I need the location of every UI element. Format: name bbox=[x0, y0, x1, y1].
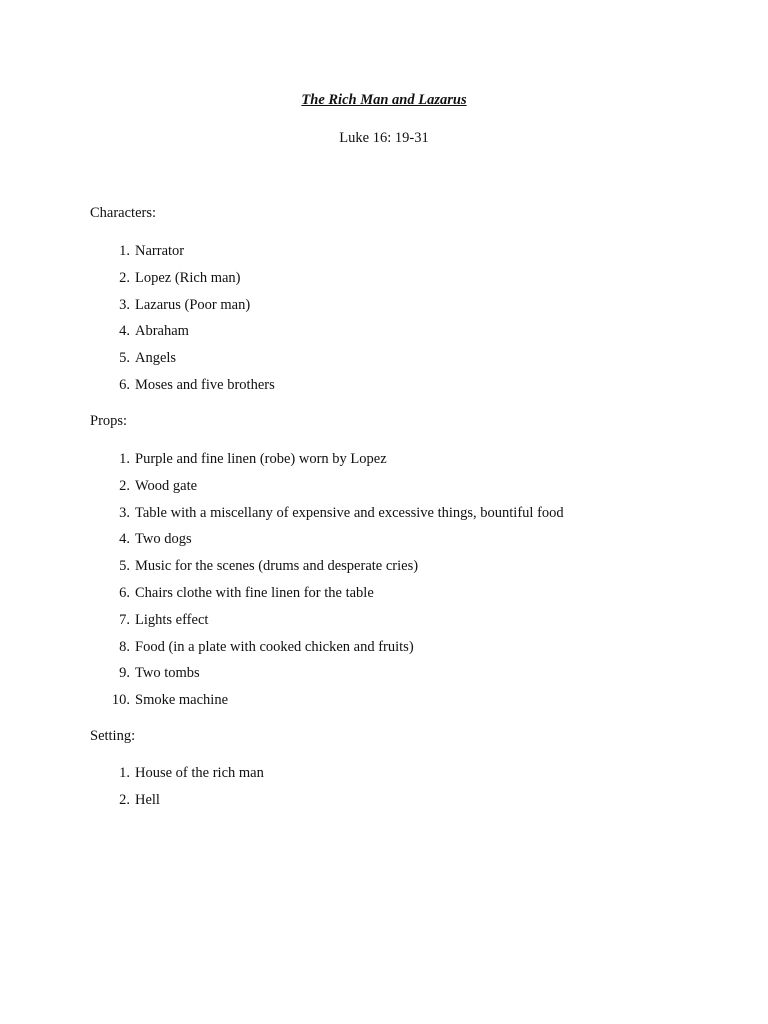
list-item-text: Abraham bbox=[135, 323, 189, 340]
list-item-number: 1. bbox=[119, 765, 130, 781]
list-item-number: 2. bbox=[119, 269, 130, 286]
list-item-number: 6. bbox=[119, 584, 130, 601]
section-heading-props: Props: bbox=[90, 413, 128, 429]
list-item-text: Table with a miscellany of expensive and excessive things, bountiful food bbox=[135, 504, 564, 521]
document-title: The Rich Man and Lazarus bbox=[301, 92, 467, 108]
list-item-text: House of the rich man bbox=[135, 765, 264, 781]
list-item-number: 1. bbox=[119, 243, 130, 259]
list-item-text: Smoke machine bbox=[135, 692, 229, 709]
list-item-text: Hell bbox=[135, 791, 160, 808]
list-item-text: Lights effect bbox=[135, 611, 209, 628]
list-item-number: 9. bbox=[119, 665, 130, 682]
document-subtitle: Luke 16: 19-31 bbox=[339, 130, 429, 146]
list-item-text: Food (in a plate with cooked chicken and fruits) bbox=[135, 638, 414, 655]
list-item-number: 4. bbox=[119, 323, 130, 340]
list-item-number: 3. bbox=[119, 296, 130, 313]
list-item-text: Lazarus (Poor man) bbox=[135, 296, 251, 313]
list-item-text: Two tombs bbox=[135, 665, 200, 682]
list-item-text: Music for the scenes (drums and desperate cries) bbox=[135, 558, 419, 575]
section-heading-characters: Characters: bbox=[90, 205, 157, 221]
list-item-number: 6. bbox=[119, 376, 130, 393]
list-item-text: Lopez (Rich man) bbox=[135, 269, 241, 286]
list-item-text: Angels bbox=[135, 350, 177, 367]
list-item-number: 8. bbox=[119, 638, 130, 655]
list-item-text: Wood gate bbox=[135, 477, 198, 494]
list-item-number: 5. bbox=[119, 558, 130, 575]
list-item-text: Chairs clothe with fine linen for the table bbox=[135, 584, 374, 601]
list-item-number: 2. bbox=[119, 791, 130, 808]
list-item-number: 5. bbox=[119, 350, 130, 367]
section-heading-setting: Setting: bbox=[90, 728, 136, 744]
list-item-text: Purple and fine linen (robe) worn by Lopez bbox=[135, 451, 387, 467]
list-item-number: 10. bbox=[111, 692, 130, 709]
list-item-number: 3. bbox=[119, 504, 130, 521]
list-item-text: Narrator bbox=[135, 243, 185, 259]
list-item-number: 1. bbox=[119, 451, 130, 467]
list-item-number: 7. bbox=[119, 611, 130, 628]
list-item-text: Two dogs bbox=[135, 531, 192, 548]
list-item-number: 2. bbox=[119, 477, 130, 494]
list-item-number: 4. bbox=[119, 531, 130, 548]
list-item-text: Moses and five brothers bbox=[135, 376, 275, 393]
